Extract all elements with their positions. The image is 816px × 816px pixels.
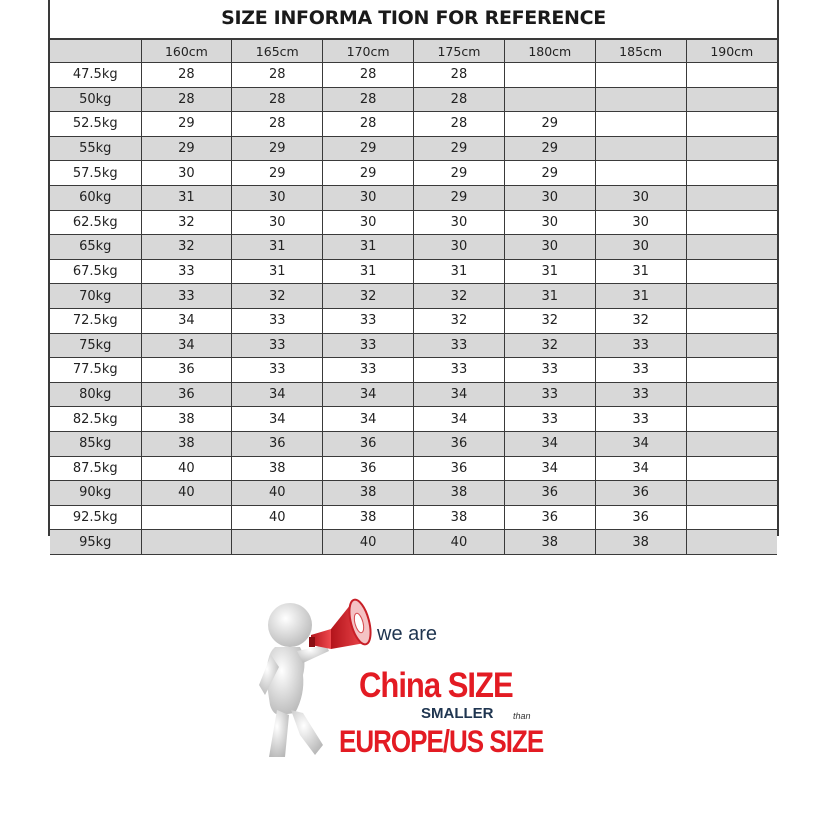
table-row (50, 456, 777, 481)
size-cell: 38 (414, 505, 505, 530)
size-cell: 31 (595, 259, 686, 284)
size-cell: 40 (323, 530, 414, 555)
size-cell: 31 (323, 259, 414, 284)
size-cell (686, 185, 777, 210)
weight-cell: 57.5kg (50, 161, 141, 186)
size-cell: 30 (595, 210, 686, 235)
size-cell (686, 407, 777, 432)
size-cell: 30 (504, 210, 595, 235)
size-cell (595, 87, 686, 112)
table-row (50, 530, 777, 555)
size-cell: 33 (323, 308, 414, 333)
size-cell: 36 (232, 431, 323, 456)
size-cell (686, 456, 777, 481)
size-cell: 36 (595, 505, 686, 530)
size-cell (504, 87, 595, 112)
size-cell: 38 (232, 456, 323, 481)
size-cell: 28 (141, 63, 232, 88)
promo-line-than: than (513, 711, 531, 721)
size-cell (232, 530, 323, 555)
size-cell: 30 (414, 235, 505, 260)
size-cell: 34 (232, 407, 323, 432)
size-cell: 31 (504, 284, 595, 309)
size-cell (686, 112, 777, 137)
weight-cell: 60kg (50, 185, 141, 210)
size-cell: 33 (232, 358, 323, 383)
table-row (50, 358, 777, 383)
weight-cell: 62.5kg (50, 210, 141, 235)
size-cell (686, 235, 777, 260)
table-row (50, 308, 777, 333)
size-cell: 31 (323, 235, 414, 260)
size-cell: 29 (414, 185, 505, 210)
size-cell: 29 (414, 161, 505, 186)
size-cell: 29 (504, 112, 595, 137)
table-row (50, 63, 777, 88)
size-cell: 29 (414, 136, 505, 161)
weight-cell: 85kg (50, 431, 141, 456)
size-cell (686, 382, 777, 407)
size-cell: 34 (141, 333, 232, 358)
table-row (50, 259, 777, 284)
height-header: 160cm (141, 40, 232, 63)
size-chart (48, 0, 779, 550)
size-cell: 38 (141, 431, 232, 456)
size-cell: 33 (595, 333, 686, 358)
size-cell: 34 (595, 431, 686, 456)
size-cell (686, 358, 777, 383)
size-cell (686, 136, 777, 161)
size-cell: 34 (504, 431, 595, 456)
table-row (50, 284, 777, 309)
size-cell: 40 (141, 481, 232, 506)
size-cell (686, 333, 777, 358)
chart-title: SIZE INFORMA TION FOR REFERENCE (50, 0, 777, 40)
size-cell: 33 (414, 358, 505, 383)
size-cell: 40 (141, 456, 232, 481)
size-cell: 33 (504, 382, 595, 407)
size-cell: 30 (323, 185, 414, 210)
size-cell: 33 (595, 407, 686, 432)
size-cell: 28 (414, 63, 505, 88)
size-cell: 31 (232, 259, 323, 284)
table-row (50, 136, 777, 161)
size-cell: 31 (232, 235, 323, 260)
size-cell: 36 (141, 382, 232, 407)
size-cell: 30 (414, 210, 505, 235)
size-cell (686, 431, 777, 456)
size-cell: 33 (232, 333, 323, 358)
size-cell: 40 (232, 505, 323, 530)
weight-cell: 92.5kg (50, 505, 141, 530)
size-cell: 34 (323, 407, 414, 432)
size-cell (595, 161, 686, 186)
size-cell: 32 (414, 284, 505, 309)
size-cell: 33 (595, 382, 686, 407)
height-header: 190cm (686, 40, 777, 63)
size-cell: 30 (232, 210, 323, 235)
height-header: 165cm (232, 40, 323, 63)
size-cell: 36 (323, 431, 414, 456)
size-cell: 30 (595, 185, 686, 210)
weight-cell: 65kg (50, 235, 141, 260)
promo-line-china-size: China SIZE (359, 665, 513, 706)
weight-cell: 75kg (50, 333, 141, 358)
size-cell: 30 (595, 235, 686, 260)
size-cell: 38 (414, 481, 505, 506)
size-cell: 38 (323, 505, 414, 530)
size-cell: 40 (414, 530, 505, 555)
size-cell: 30 (504, 185, 595, 210)
size-cell: 34 (595, 456, 686, 481)
size-cell: 29 (232, 161, 323, 186)
size-cell: 33 (323, 358, 414, 383)
size-cell: 28 (232, 87, 323, 112)
size-cell: 33 (595, 358, 686, 383)
size-cell: 30 (323, 210, 414, 235)
size-cell: 40 (232, 481, 323, 506)
table-row (50, 185, 777, 210)
table-row (50, 87, 777, 112)
size-cell: 31 (141, 185, 232, 210)
size-cell: 30 (232, 185, 323, 210)
size-cell: 33 (141, 284, 232, 309)
size-cell: 38 (141, 407, 232, 432)
size-cell: 32 (504, 333, 595, 358)
header-row (50, 40, 777, 63)
size-cell: 34 (232, 382, 323, 407)
size-cell (686, 481, 777, 506)
size-cell: 33 (323, 333, 414, 358)
size-cell: 38 (504, 530, 595, 555)
size-cell: 33 (504, 358, 595, 383)
size-cell: 28 (232, 63, 323, 88)
size-cell: 29 (323, 136, 414, 161)
height-header: 175cm (414, 40, 505, 63)
height-header: 185cm (595, 40, 686, 63)
size-cell: 33 (414, 333, 505, 358)
size-cell: 28 (232, 112, 323, 137)
size-cell: 28 (323, 112, 414, 137)
size-cell: 32 (141, 235, 232, 260)
weight-cell: 47.5kg (50, 63, 141, 88)
weight-cell: 67.5kg (50, 259, 141, 284)
size-cell: 33 (504, 407, 595, 432)
size-cell: 36 (414, 431, 505, 456)
size-cell: 31 (414, 259, 505, 284)
size-cell: 30 (504, 235, 595, 260)
promo-line-smaller: SMALLER (421, 705, 494, 722)
size-cell: 28 (414, 112, 505, 137)
size-cell: 29 (323, 161, 414, 186)
promo-line-we-are: we are (377, 623, 438, 645)
size-cell: 31 (595, 284, 686, 309)
size-cell: 36 (323, 456, 414, 481)
size-cell: 34 (414, 382, 505, 407)
weight-cell: 90kg (50, 481, 141, 506)
weight-cell: 77.5kg (50, 358, 141, 383)
size-cell: 28 (323, 87, 414, 112)
size-cell: 38 (595, 530, 686, 555)
size-cell: 36 (595, 481, 686, 506)
table-row (50, 382, 777, 407)
size-cell: 32 (414, 308, 505, 333)
table-row (50, 431, 777, 456)
table-row (50, 481, 777, 506)
corner-cell (50, 40, 141, 63)
size-cell: 36 (504, 481, 595, 506)
size-cell (686, 308, 777, 333)
size-cell (595, 136, 686, 161)
table-row (50, 407, 777, 432)
size-cell (595, 112, 686, 137)
size-cell: 32 (504, 308, 595, 333)
size-cell: 33 (232, 308, 323, 333)
size-cell (595, 63, 686, 88)
weight-cell: 72.5kg (50, 308, 141, 333)
size-cell (504, 63, 595, 88)
weight-cell: 70kg (50, 284, 141, 309)
size-cell: 28 (323, 63, 414, 88)
size-cell: 29 (504, 136, 595, 161)
size-cell (686, 530, 777, 555)
table-row (50, 235, 777, 260)
height-header: 170cm (323, 40, 414, 63)
size-cell: 29 (504, 161, 595, 186)
size-cell: 31 (504, 259, 595, 284)
size-cell (686, 63, 777, 88)
size-cell: 34 (504, 456, 595, 481)
weight-cell: 95kg (50, 530, 141, 555)
size-cell: 32 (323, 284, 414, 309)
table-row (50, 505, 777, 530)
size-cell (141, 505, 232, 530)
size-cell: 36 (414, 456, 505, 481)
table-row (50, 112, 777, 137)
size-table (50, 40, 777, 555)
size-cell (686, 87, 777, 112)
weight-cell: 52.5kg (50, 112, 141, 137)
size-cell: 34 (414, 407, 505, 432)
size-cell: 32 (232, 284, 323, 309)
size-cell (686, 505, 777, 530)
size-cell: 29 (232, 136, 323, 161)
weight-cell: 50kg (50, 87, 141, 112)
china-size-notice (255, 585, 565, 765)
size-cell: 34 (141, 308, 232, 333)
promo-line-europe-us-size: EUROPE/US SIZE (339, 723, 544, 759)
size-cell: 33 (141, 259, 232, 284)
size-cell (141, 530, 232, 555)
size-cell: 36 (504, 505, 595, 530)
weight-cell: 82.5kg (50, 407, 141, 432)
size-cell: 38 (323, 481, 414, 506)
weight-cell: 55kg (50, 136, 141, 161)
weight-cell: 80kg (50, 382, 141, 407)
size-cell: 36 (141, 358, 232, 383)
size-cell: 32 (141, 210, 232, 235)
size-cell: 28 (414, 87, 505, 112)
size-cell: 28 (141, 87, 232, 112)
size-cell: 32 (595, 308, 686, 333)
size-cell: 34 (323, 382, 414, 407)
weight-cell: 87.5kg (50, 456, 141, 481)
size-cell: 30 (141, 161, 232, 186)
size-cell: 29 (141, 136, 232, 161)
size-cell (686, 161, 777, 186)
table-row (50, 161, 777, 186)
table-row (50, 333, 777, 358)
size-cell (686, 210, 777, 235)
table-row (50, 210, 777, 235)
size-cell (686, 284, 777, 309)
height-header: 180cm (504, 40, 595, 63)
size-cell: 29 (141, 112, 232, 137)
size-cell (686, 259, 777, 284)
